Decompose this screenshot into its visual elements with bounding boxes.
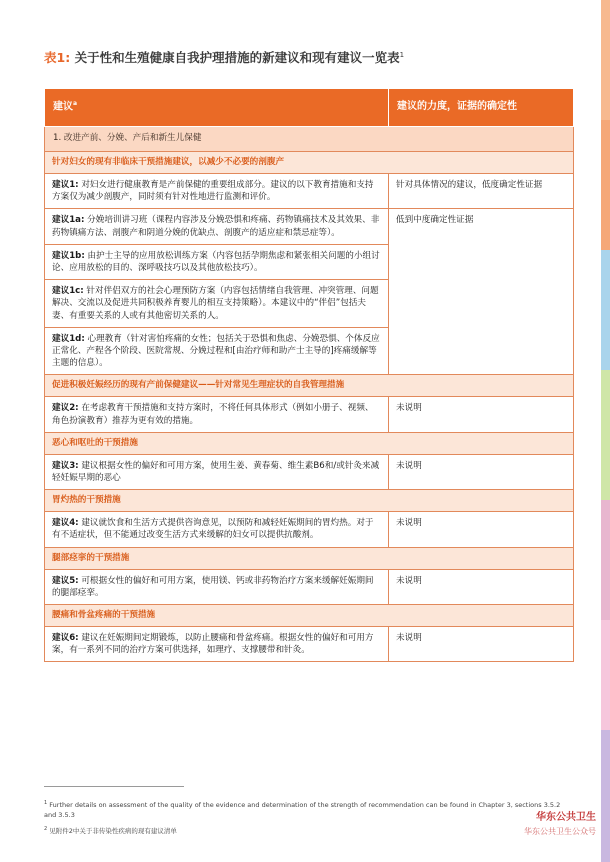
subheader-back-pain: 腰痛和骨盆疼痛的干预措施 [45, 605, 574, 627]
rec-text: 建议根据女性的偏好和可用方案，使用生姜、黄春菊、维生素B6和/或针灸来减轻妊娠早期的恶心 [52, 460, 380, 484]
subheader-row [45, 375, 574, 397]
subheader-row [45, 605, 574, 627]
subheader-leg-cramps: 腿部痉挛的干预措施 [45, 547, 574, 569]
table-row [45, 454, 574, 489]
footnote-text: 见附件2中关于非传染性疾病的现有建议清单 [49, 827, 177, 836]
table-row [45, 397, 574, 432]
subheader-antenatal: 促进积极妊娠经历的现有产前保健建议——针对常见生理症状的自我管理措施 [45, 375, 574, 397]
rec-label: 建议1a: [52, 215, 85, 226]
table-number: 表1: [44, 50, 71, 65]
subheader-cesarean: 针对妇女的现有非临床干预措施建议，以减少不必要的剖腹产 [45, 152, 574, 174]
header-strength: 建议的力度，证据的确定性 [389, 89, 574, 127]
strip-segment [601, 250, 610, 370]
strength-cell: 未说明 [389, 397, 574, 432]
rec-cell [45, 327, 389, 375]
strip-segment [601, 370, 610, 500]
strength-cell: 未说明 [389, 569, 574, 604]
rec-text: 建议在妊娠期间定期锻炼，以防止腰痛和骨盆疼痛。根据女性的偏好和可用方案，有一系列不同的治疗方案可供选择，如理疗、支撑腰带和针灸。 [52, 633, 374, 656]
rec-cell [45, 454, 389, 489]
page-title [44, 48, 404, 66]
rec-label: 建议4: [52, 518, 79, 529]
strip-segment [601, 730, 610, 862]
section-heading: 1. 改进产前、分娩、产后和新生儿保健 [45, 127, 574, 152]
rec-text: 对妇女进行健康教育是产前保健的重要组成部分。建议的以下教育措施和支持方案仅为减少剖腹产，同时须有针对性地进行监测和评价。 [52, 180, 374, 203]
rec-label: 建议2: [52, 403, 79, 414]
rec-text: 在考虑教育干预措施和支持方案时，不将任何具体形式（例如小册子、视频、角色扮演教育）推荐为更有效的措施。 [52, 403, 374, 426]
table-row [45, 174, 574, 209]
table-row [45, 209, 574, 244]
strength-cell: 未说明 [389, 512, 574, 547]
rec-cell [45, 280, 389, 328]
table-title-text: 关于性和生殖健康自我护理措施的新建议和现有建议一览表 [74, 50, 400, 65]
section-row [45, 127, 574, 152]
rec-text: 可根据女性的偏好和可用方案，使用镁、钙或非药物治疗方案来缓解妊娠期间的腿部痉挛。 [52, 575, 374, 598]
subheader-heartburn: 胃灼热的干预措施 [45, 490, 574, 512]
rec-label: 建议1b: [52, 250, 85, 261]
watermark-title: 华东公共卫生 [536, 812, 596, 823]
rec-cell [45, 209, 389, 244]
subheader-row [45, 490, 574, 512]
title-footnote-mark: 1 [399, 50, 405, 59]
footnote-mark: 2 [44, 826, 48, 832]
rec-label: 建议3: [52, 460, 79, 471]
rec-text: 由护士主导的应用放松训练方案（内容包括孕期焦虑和紧张相关问题的小组讨论、应用放松的目的、深呼吸技巧以及其他放松技巧）。 [52, 250, 380, 274]
side-color-strip [601, 0, 610, 862]
header-footnote-mark: a [73, 100, 78, 108]
rec-cell [45, 627, 389, 662]
rec-text: 针对伴侣双方的社会心理预防方案（内容包括情绪自我管理、冲突管理、问题解决、交流以及促进共同积极养育婴儿的相互支持策略）。本建议中的“伴侣”包括夫妻、有重要关系的人或有其他密切关系的人。 [52, 286, 379, 321]
rec-cell [45, 569, 389, 604]
strength-cell: 针对具体情况的建议，低度确定性证据 [389, 174, 574, 209]
subheader-row [45, 152, 574, 174]
watermark [486, 808, 596, 856]
strip-segment [601, 620, 610, 730]
table-row [45, 512, 574, 547]
table-header-row [45, 89, 574, 127]
subheader-row [45, 432, 574, 454]
strength-cell: 未说明 [389, 627, 574, 662]
rec-text: 心理教育（针对害怕疼痛的女性；包括关于恐惧和焦虑、分娩恐惧、个体反应正常化、产程各个阶段、医院常规、分娩过程和[由治疗师和助产士主导的]疼痛缓解等主题的信息）。 [52, 333, 380, 369]
header-recommendation: 建议$^a$ [45, 89, 389, 127]
watermark-subtitle: 华东公共卫生公众号 [524, 827, 596, 836]
subheader-row [45, 547, 574, 569]
rec-label: 建议1: [52, 180, 79, 190]
rec-text: 分娩培训讲习班（课程内容涉及分娩恐惧和疼痛、药物镇痛技术及其效果、非药物镇痛方法、剖腹产和阴道分娩的优缺点、剖腹产的适应症和禁忌症等）。 [52, 215, 380, 238]
footnote-text: Further details on assessment of the quality of the evidence and determination of the strength of recommendation can be found in Chapter 3, sections 3.5.2 and 3.5.3 [44, 801, 561, 819]
rec-cell [45, 512, 389, 547]
table-row [45, 569, 574, 604]
footnote-divider [44, 786, 184, 787]
strip-segment [601, 0, 610, 120]
rec-label: 建议1c: [52, 286, 84, 297]
footnote-mark: 1 [44, 800, 48, 806]
table-row [45, 627, 574, 662]
strength-cell: 低到中度确定性证据 [389, 209, 574, 375]
rec-cell [45, 244, 389, 279]
rec-label: 建议6: [52, 633, 79, 644]
rec-label: 建议5: [52, 575, 79, 586]
recommendations-table [44, 88, 574, 662]
strength-cell: 未说明 [389, 454, 574, 489]
rec-cell [45, 397, 389, 432]
rec-text: 建议就饮食和生活方式提供咨询意见，以预防和减轻妊娠期间的胃灼热。对于有不适症状，但不能通过改变生活方式来缓解的妇女可以提供抗酸剂。 [52, 518, 374, 541]
rec-label: 建议1d: [52, 333, 85, 344]
subheader-nausea: 恶心和呕吐的干预措施 [45, 432, 574, 454]
rec-cell [45, 174, 389, 209]
strip-segment [601, 120, 610, 250]
strip-segment [601, 500, 610, 620]
